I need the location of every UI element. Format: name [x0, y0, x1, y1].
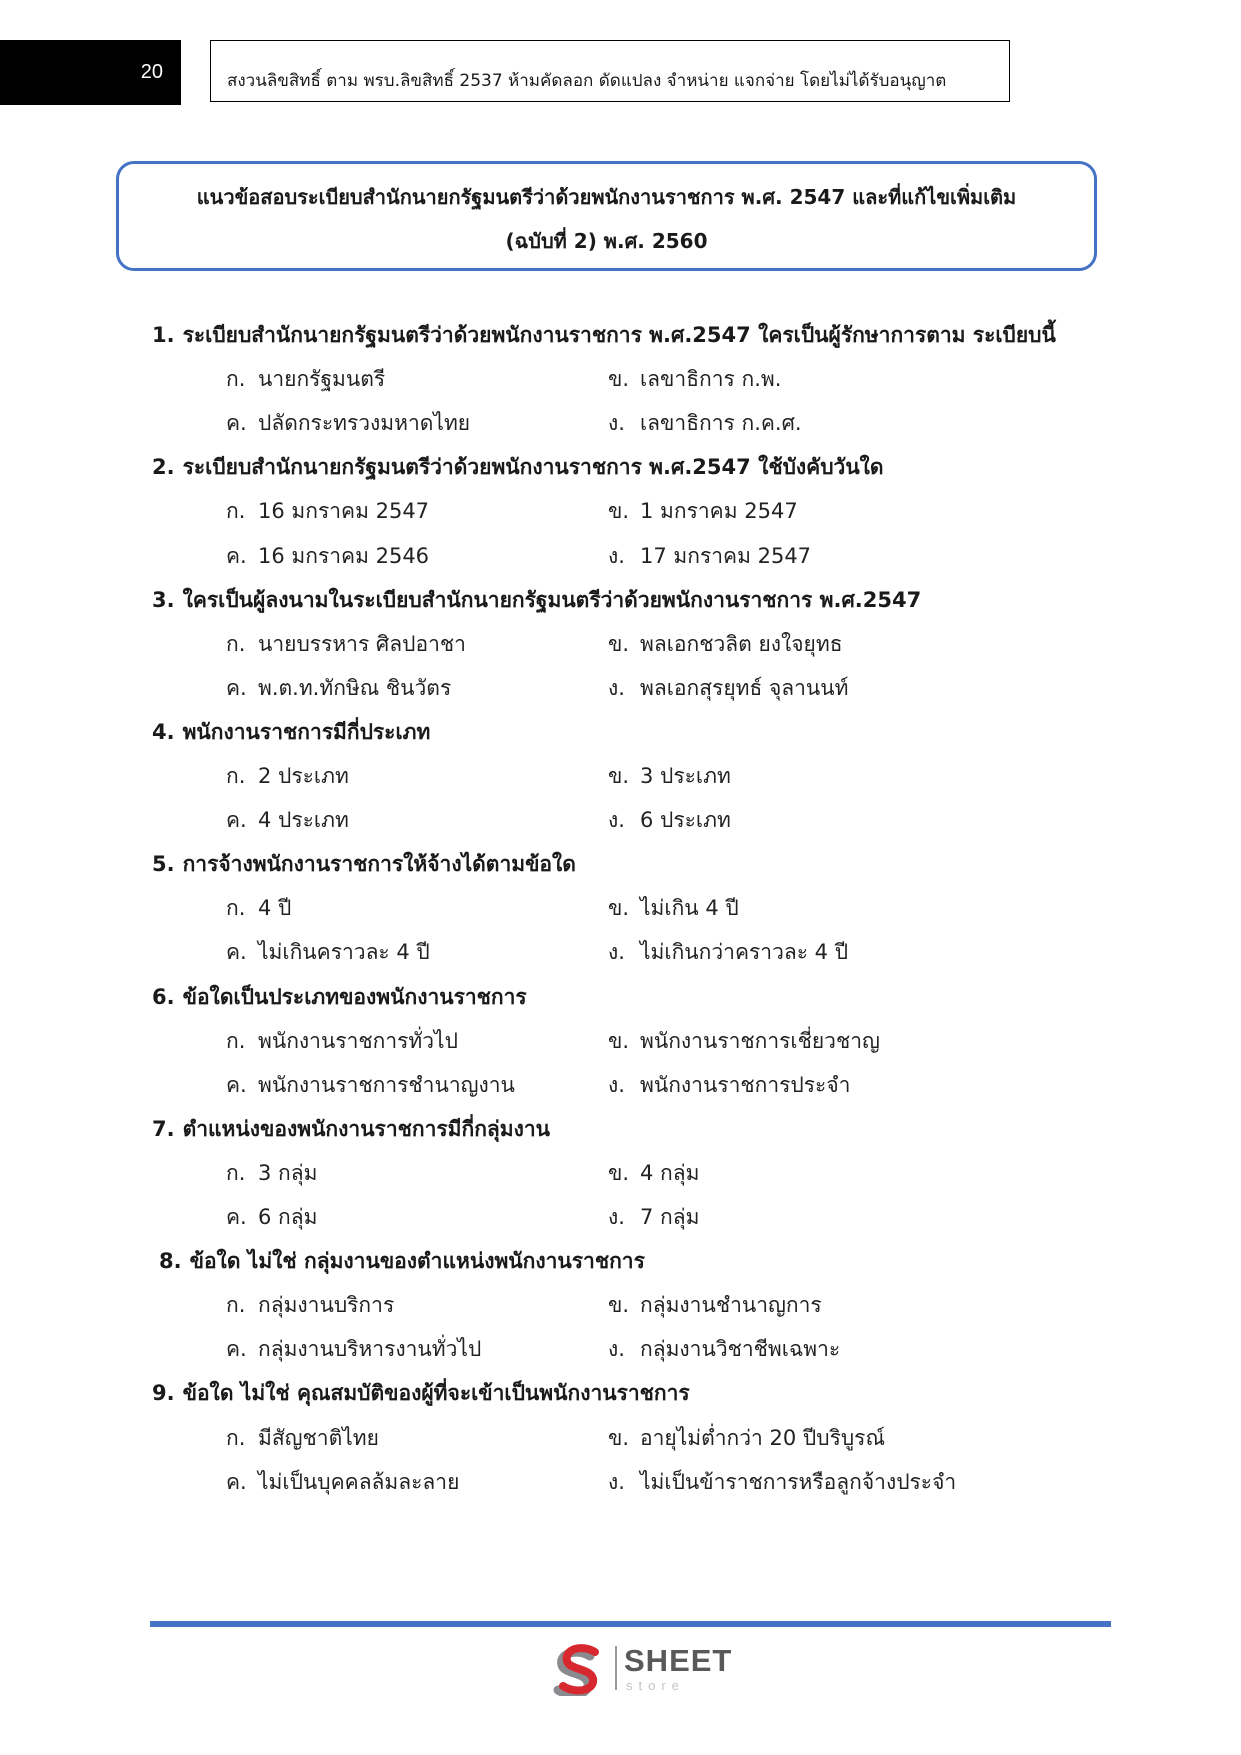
answer-option-letter: ข. — [608, 896, 630, 921]
answer-option-text: 16 มกราคม 2547 — [258, 499, 430, 524]
answer-option-letter: ค. — [226, 675, 247, 700]
answer-option — [226, 754, 349, 798]
question-number: 1. — [152, 323, 175, 347]
document-title-line-2: (ฉบับที่ 2) พ.ศ. 2560 — [505, 229, 708, 253]
answer-option — [608, 357, 781, 401]
answer-option-letter: ค. — [226, 1205, 247, 1229]
question-text: ตำแหน่งของพนักงานราชการมีกี่กลุ่มงาน — [182, 1116, 551, 1141]
answer-option — [608, 534, 811, 578]
answer-option-text: พนักงานราชการทั่วไป — [258, 1028, 458, 1053]
answer-option-text: ไม่เกินกว่าคราวละ 4 ปี — [640, 940, 849, 965]
answer-option-text: ไม่เป็นบุคคลล้มละลาย — [258, 1469, 460, 1494]
answer-option-letter: ค. — [226, 1072, 247, 1097]
question-3 — [152, 578, 921, 622]
answer-option — [608, 489, 798, 533]
question-text: ระเบียบสำนักนายกรัฐมนตรีว่าด้วยพนักงานราชการ พ.ศ.2547 ใครเป็นผู้รักษาการตาม ระเบียบนี้ — [182, 323, 1056, 347]
sheet-store-s-emblem-icon — [553, 1642, 607, 1696]
answer-option-letter: ง. — [608, 1205, 625, 1229]
question-text: ข้อใด ไม่ใช่ คุณสมบัติของผู้ที่จะเข้าเป็นพนักงานราชการ — [182, 1381, 690, 1406]
answer-option-text: มีสัญชาติไทย — [258, 1425, 379, 1450]
question-5 — [152, 842, 576, 886]
answer-option-text: ปลัดกระทรวงมหาดไทย — [258, 411, 471, 436]
question-text: ใครเป็นผู้ลงนามในระเบียบสำนักนายกรัฐมนตรีว่าด้วยพนักงานราชการ พ.ศ.2547 — [182, 587, 922, 612]
answer-option — [608, 1283, 822, 1327]
answer-option-letter: ก. — [226, 367, 246, 392]
answer-option-text: พลเอกชวลิต ยงใจยุทธ — [640, 631, 843, 656]
answer-option-letter: ง. — [608, 543, 625, 568]
question-number: 6. — [152, 984, 175, 1009]
answer-option-letter: ง. — [608, 940, 625, 965]
answer-option-letter: ข. — [608, 367, 630, 392]
answer-option — [226, 1416, 379, 1460]
question-text: พนักงานราชการมีกี่ประเภท — [182, 719, 431, 744]
answer-option-letter: ค. — [226, 1469, 247, 1494]
answer-option-letter: ก. — [226, 631, 246, 656]
answer-option-text: พนักงานราชการประจำ — [640, 1072, 851, 1097]
answer-option-text: พ.ต.ท.ทักษิณ ชินวัตร — [258, 675, 452, 700]
answer-option-letter: ก. — [226, 1028, 246, 1053]
answer-option — [608, 1151, 699, 1195]
answer-option-letter: ก. — [226, 1293, 246, 1318]
answer-option-text: กลุ่มงานชำนาญการ — [640, 1293, 822, 1318]
answer-option-letter: ง. — [608, 1337, 625, 1362]
question-text: การจ้างพนักงานราชการให้จ้างได้ตามข้อใด — [182, 852, 576, 877]
answer-option — [608, 1195, 699, 1239]
question-8 — [159, 1239, 645, 1283]
answer-option — [226, 1063, 515, 1107]
answer-option-text: พนักงานราชการชำนาญงาน — [258, 1072, 515, 1097]
answer-option — [226, 1195, 317, 1239]
answer-option-text: 17 มกราคม 2547 — [640, 543, 812, 568]
question-number: 7. — [152, 1116, 175, 1141]
answer-option — [608, 1327, 840, 1371]
copyright-notice: สงวนลิขสิทธิ์ ตาม พรบ.ลิขสิทธิ์ 2537 ห้ามคัดลอก ดัดแปลง จำหน่าย แจกจ่าย โดยไม่ได้รับอนุญาต — [227, 71, 947, 91]
answer-option — [608, 622, 843, 666]
question-text: ระเบียบสำนักนายกรัฐมนตรีว่าด้วยพนักงานราชการ พ.ศ.2547 ใช้บังคับวันใด — [182, 455, 884, 480]
answer-option — [608, 1019, 880, 1063]
answer-option-text: นายกรัฐมนตรี — [258, 367, 386, 392]
question-number: 4. — [152, 719, 175, 744]
question-1 — [152, 313, 1056, 357]
answer-option — [226, 534, 429, 578]
document-title-line-1: แนวข้อสอบระเบียบสำนักนายกรัฐมนตรีว่าด้วยพนักงานราชการ พ.ศ. 2547 และที่แก้ไขเพิ่มเติม — [196, 185, 1017, 209]
answer-option — [226, 930, 430, 974]
answer-option-letter: ง. — [608, 675, 625, 700]
logo-subtext: store — [626, 1678, 685, 1693]
question-text: ข้อใดเป็นประเภทของพนักงานราชการ — [182, 984, 527, 1009]
answer-option-letter: ข. — [608, 499, 630, 524]
answer-option-text: 4 กลุ่ม — [640, 1160, 700, 1185]
logo-separator — [615, 1646, 617, 1690]
answer-option-text: กลุ่มงานวิชาชีพเฉพาะ — [640, 1337, 841, 1362]
answer-option-text: 6 ประเภท — [640, 808, 731, 833]
answer-option-letter: ก. — [226, 499, 246, 524]
footer-divider — [150, 1621, 1111, 1627]
answer-option-letter: ง. — [608, 1469, 625, 1494]
answer-option — [608, 1063, 850, 1107]
answer-option-letter: ก. — [226, 896, 246, 921]
answer-option — [226, 1283, 394, 1327]
answer-option-text: พนักงานราชการเชี่ยวชาญ — [640, 1028, 880, 1053]
answer-option-letter: ง. — [608, 808, 625, 833]
answer-option — [226, 489, 429, 533]
question-4 — [152, 710, 430, 754]
question-number: 5. — [152, 852, 175, 877]
answer-option-text: ไม่เกินคราวละ 4 ปี — [258, 940, 430, 965]
answer-option — [608, 886, 739, 930]
answer-option-text: เลขาธิการ ก.พ. — [640, 367, 782, 392]
answer-option-letter: ข. — [608, 631, 630, 656]
answer-option-text: 3 กลุ่ม — [258, 1160, 318, 1185]
answer-option-letter: ก. — [226, 1425, 246, 1450]
answer-option-text: 2 ประเภท — [258, 764, 349, 788]
answer-option-letter: ข. — [608, 1293, 630, 1318]
answer-option — [608, 930, 848, 974]
question-number: 9. — [152, 1381, 175, 1406]
answer-option-text: 4 ปี — [258, 896, 292, 921]
answer-option-text: 4 ประเภท — [258, 808, 349, 833]
answer-option-text: อายุไม่ต่ำกว่า 20 ปีบริบูรณ์ — [640, 1425, 885, 1450]
question-number: 2. — [152, 455, 175, 480]
answer-option-letter: ข. — [608, 1028, 630, 1053]
answer-option — [608, 798, 731, 842]
answer-option — [608, 401, 802, 445]
page-number: 20 — [140, 61, 163, 83]
answer-option-letter: ค. — [226, 940, 247, 965]
answer-option-letter: ค. — [226, 1337, 247, 1362]
question-text: ข้อใด ไม่ใช่ กลุ่มงานของตำแหน่งพนักงานราชการ — [189, 1249, 645, 1274]
answer-option — [226, 1151, 317, 1195]
answer-option-text: 16 มกราคม 2546 — [258, 543, 430, 568]
answer-option-letter: ง. — [608, 411, 625, 436]
question-7 — [152, 1107, 550, 1151]
answer-option-letter: ก. — [226, 764, 246, 788]
answer-option-letter: ข. — [608, 1160, 630, 1185]
answer-option — [226, 1019, 458, 1063]
logo-wordmark: SHEET — [624, 1643, 733, 1678]
answer-option — [608, 754, 731, 798]
answer-option-text: ไม่เป็นข้าราชการหรือลูกจ้างประจำ — [640, 1469, 957, 1494]
answer-option-text: พลเอกสุรยุทธ์ จุลานนท์ — [640, 675, 849, 700]
answer-option-text: 6 กลุ่ม — [258, 1205, 318, 1229]
answer-option-letter: ข. — [608, 1425, 630, 1450]
answer-option-text: 7 กลุ่ม — [640, 1205, 700, 1229]
answer-option-text: นายบรรหาร ศิลปอาชา — [258, 631, 466, 656]
answer-option — [226, 886, 291, 930]
answer-option-text: กลุ่มงานบริหารงานทั่วไป — [258, 1337, 482, 1362]
answer-option-text: ไม่เกิน 4 ปี — [640, 896, 739, 921]
question-9 — [152, 1371, 690, 1415]
answer-option — [226, 666, 451, 710]
answer-option — [226, 622, 466, 666]
answer-option — [608, 666, 848, 710]
question-6 — [152, 975, 527, 1019]
answer-option-letter: ค. — [226, 808, 247, 833]
question-number: 3. — [152, 587, 175, 612]
answer-option-text: 1 มกราคม 2547 — [640, 499, 798, 524]
question-number: 8. — [159, 1249, 182, 1274]
answer-option — [226, 401, 470, 445]
answer-option — [608, 1416, 885, 1460]
answer-option — [608, 1460, 956, 1504]
answer-option-letter: ง. — [608, 1072, 625, 1097]
answer-option-letter: ข. — [608, 764, 630, 788]
answer-option-text: เลขาธิการ ก.ค.ศ. — [640, 411, 802, 436]
answer-option-letter: ก. — [226, 1160, 246, 1185]
answer-option-letter: ค. — [226, 411, 247, 436]
question-2 — [152, 445, 884, 489]
sheet-store-logo — [553, 1640, 743, 1698]
answer-option-text: 3 ประเภท — [640, 764, 731, 788]
answer-option-letter: ค. — [226, 543, 247, 568]
answer-option — [226, 1460, 459, 1504]
answer-option — [226, 357, 385, 401]
answer-option-text: กลุ่มงานบริการ — [258, 1293, 395, 1318]
answer-option — [226, 798, 349, 842]
answer-option — [226, 1327, 481, 1371]
